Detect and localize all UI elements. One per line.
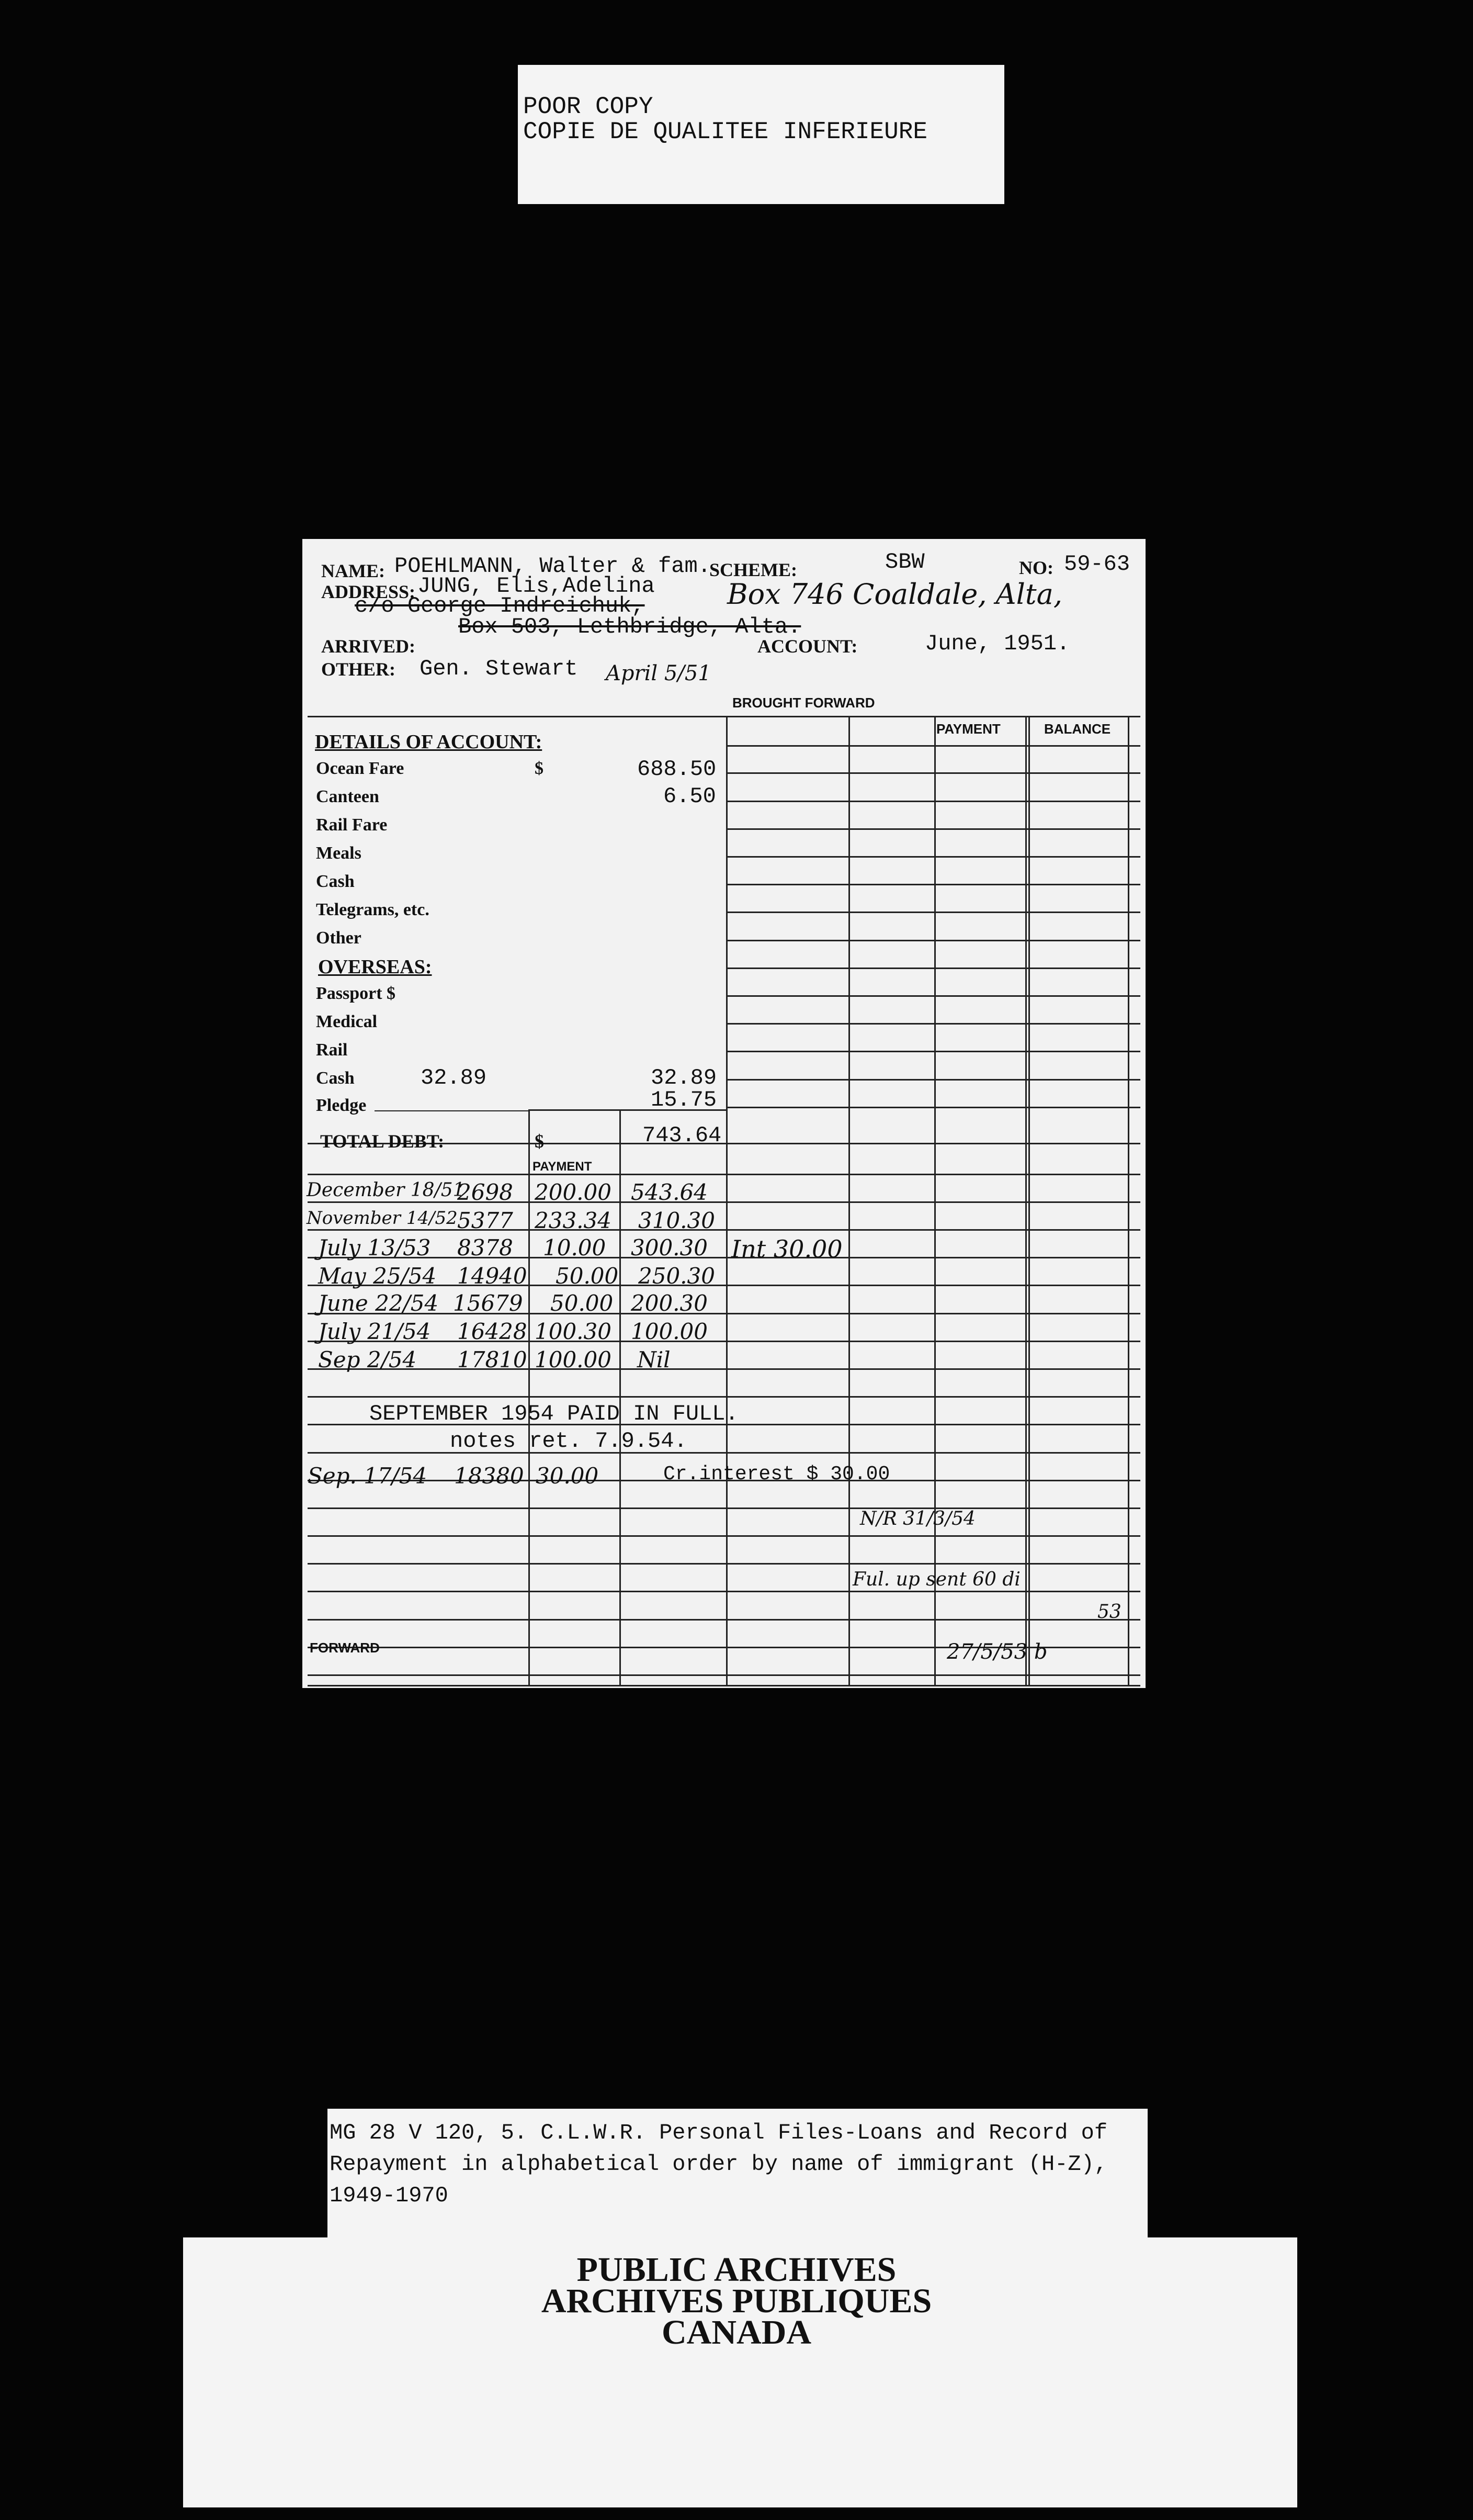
interest-amount: 30.00 (536, 1463, 599, 1489)
archive-line-2: ARCHIVES PUBLIQUES (541, 2282, 932, 2320)
payment-amount: 50.00 (550, 1290, 614, 1316)
payment-amount: 100.30 (535, 1319, 611, 1344)
archive-caption: MG 28 V 120, 5. C.L.W.R. Personal Files-Loans and Record of Repayment in alphabetical order by name of immigrant (H-Z), 1949-1970 (330, 2120, 1108, 2208)
meals-label: Meals (316, 843, 361, 863)
payment-receipt: 8378 (457, 1235, 513, 1261)
payment-balance: 543.64 (631, 1179, 708, 1205)
archive-line-3: CANADA (662, 2313, 811, 2352)
other-handwritten: April 5/51 (606, 661, 711, 685)
forward-label: FORWARD (310, 1640, 380, 1656)
other-value: Gen. Stewart (420, 656, 578, 681)
payment-receipt: 17810 (457, 1347, 527, 1372)
hand-note-3: 53 (1097, 1601, 1121, 1623)
canteen-label: Canteen (316, 787, 379, 806)
payment-receipt: 2698 (457, 1179, 513, 1205)
cash-label: Cash (316, 872, 355, 891)
other-label: OTHER: (321, 659, 396, 680)
interest-date: Sep. 17/54 (308, 1463, 427, 1489)
payment-amount: 10.00 (543, 1235, 606, 1261)
payment-date: July 21/54 (318, 1319, 431, 1344)
address-line-3: Box 503, Lethbridge, Alta. (458, 614, 801, 639)
scheme-value: SBW (885, 549, 925, 575)
hand-note-4: 27/5/53 b (947, 1640, 1048, 1664)
address-line-2: c/o George Indreichuk, (355, 593, 645, 618)
payment-amount: 233.34 (535, 1208, 611, 1233)
payment-date: December 18/51 (307, 1179, 465, 1201)
payment-balance: 200.30 (631, 1290, 708, 1316)
name-label: NAME: (321, 560, 385, 581)
payment-date: July 13/53 (318, 1235, 431, 1261)
pledge-label: Pledge (316, 1096, 367, 1115)
account-value: June, 1951. (925, 631, 1070, 656)
name-value: POEHLMANN, Walter & fam. (394, 554, 711, 579)
arrived-label: ARRIVED: (321, 636, 415, 657)
payment-date: November 14/52 (307, 1208, 458, 1229)
hand-note-1: N/R 31/3/54 (860, 1508, 976, 1529)
ocean-fare-dollar: $ (535, 759, 543, 778)
account-label: ACCOUNT: (757, 636, 858, 657)
payment-column-header: PAYMENT (936, 721, 1001, 737)
payment-amount: 50.00 (556, 1263, 619, 1289)
other-expense-label: Other (316, 928, 361, 948)
notes-returned-line: notes ret. 7.9.54. (450, 1428, 687, 1454)
interest-note: Int 30.00 (731, 1235, 843, 1263)
total-debt-amount: 743.64 (642, 1123, 722, 1148)
overseas-cash-label: Cash (316, 1068, 355, 1088)
archive-line-1: PUBLIC ARCHIVES (576, 2251, 897, 2289)
rail-fare-label: Rail Fare (316, 815, 388, 835)
passport-label: Passport $ (316, 984, 396, 1003)
payment-date: May 25/54 (318, 1263, 437, 1289)
address-label: ADDRESS: (321, 581, 416, 602)
address-line-1: JUNG, Elis,Adelina (417, 573, 655, 599)
total-debt-label: TOTAL DEBT: (320, 1131, 445, 1152)
notice-line-1: POOR COPY (523, 93, 653, 120)
hand-note-2: Ful. up sent 60 di (853, 1569, 1021, 1590)
payment-balance: 300.30 (631, 1235, 708, 1261)
balance-column-header: BALANCE (1044, 721, 1111, 737)
canteen-amount: 6.50 (663, 784, 716, 809)
payment-receipt: 16428 (457, 1319, 527, 1344)
interest-receipt: 18380 (454, 1463, 524, 1489)
payment-balance: 250.30 (638, 1263, 715, 1289)
payment-receipt: 15679 (453, 1290, 523, 1316)
payment-amount: 100.00 (535, 1347, 611, 1372)
payment-sub-header: PAYMENT (532, 1160, 592, 1174)
details-heading: DETAILS OF ACCOUNT: (315, 731, 542, 753)
payment-balance: 310.30 (638, 1208, 715, 1233)
notice-line-2: COPIE DE QUALITEE INFERIEURE (523, 118, 927, 145)
ocean-fare-amount: 688.50 (637, 757, 717, 782)
no-label: NO: (1019, 557, 1053, 578)
ledger-card (302, 539, 1146, 1688)
overseas-cash-sub: 32.89 (421, 1065, 487, 1090)
payment-date: Sep 2/54 (318, 1347, 417, 1372)
no-value: 59-63 (1064, 552, 1130, 577)
paid-in-full-line: SEPTEMBER 1954 PAID IN FULL. (369, 1401, 739, 1426)
payment-amount: 200.00 (535, 1179, 611, 1205)
payment-receipt: 14940 (457, 1263, 527, 1289)
ocean-fare-label: Ocean Fare (316, 759, 404, 778)
payment-balance: Nil (637, 1347, 671, 1372)
poor-copy-notice (518, 65, 1004, 204)
interest-credit-note: Cr.interest $ 30.00 (663, 1463, 890, 1486)
payment-balance: 100.00 (631, 1319, 708, 1344)
address-handwritten: Box 746 Coaldale, Alta, (727, 578, 1062, 611)
medical-label: Medical (316, 1012, 378, 1031)
overseas-heading: OVERSEAS: (318, 956, 432, 978)
total-debt-dollar: $ (535, 1131, 544, 1152)
payment-date: June 22/54 (318, 1290, 439, 1316)
payment-receipt: 5377 (457, 1208, 513, 1233)
rail-label: Rail (316, 1040, 348, 1060)
scheme-label: SCHEME: (709, 559, 798, 580)
brought-forward-label: BROUGHT FORWARD (732, 695, 875, 711)
overseas-cash-amount: 32.89 (651, 1065, 717, 1090)
pledge-amount: 15.75 (651, 1087, 717, 1112)
telegrams-label: Telegrams, etc. (316, 900, 429, 919)
